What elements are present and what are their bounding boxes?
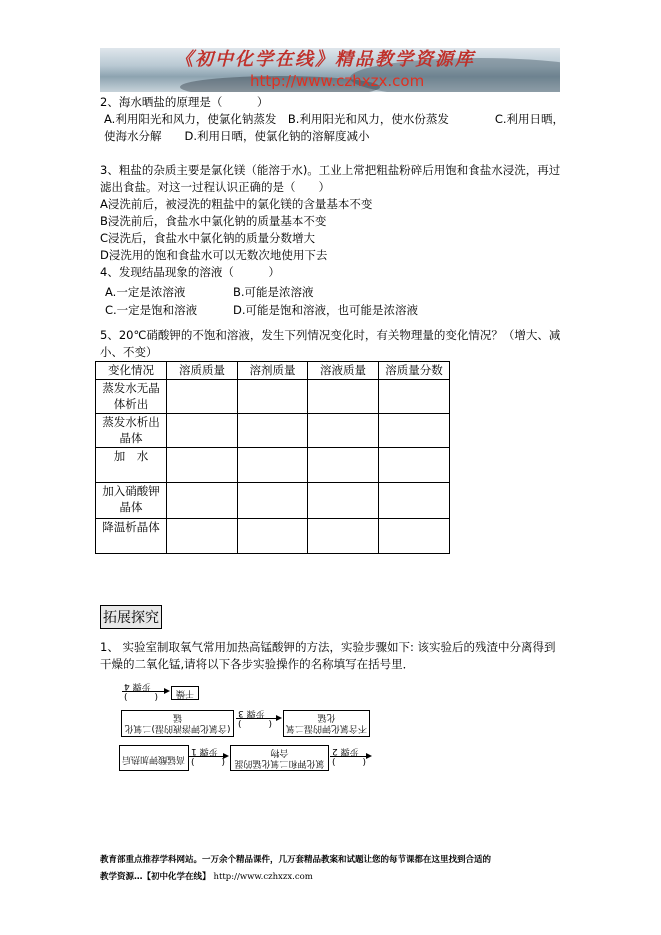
q5-table <box>95 361 450 554</box>
answer-cell[interactable] <box>167 448 238 483</box>
answer-cell[interactable] <box>238 483 308 519</box>
q4-option-c: C.一定是饱和溶液 <box>105 303 198 317</box>
header-cell: 溶液质量 <box>308 362 379 380</box>
answer-cell[interactable] <box>379 380 450 414</box>
answer-blank[interactable]: ( ) <box>124 693 159 703</box>
banner-title: 《初中化学在线》精品教学资源库 <box>175 49 475 70</box>
q3-option-b: B浸洗前后，食盐水中氯化钠的质量基本不变 <box>100 214 327 228</box>
step-label: 步骤 4 <box>124 681 151 691</box>
answer-cell[interactable] <box>308 414 379 448</box>
header-cell: 溶剂质量 <box>238 362 308 380</box>
answer-cell[interactable] <box>308 519 379 554</box>
row-label: 加 水 <box>96 448 167 483</box>
q2-options-1: A.利用阳光和风力，使氯化钠蒸发 B.利用阳光和风力，使水份蒸发 C.利用日晒， <box>104 112 565 126</box>
answer-cell[interactable] <box>238 380 308 414</box>
step-label: 步骤 2 <box>332 746 359 756</box>
answer-cell[interactable] <box>167 483 238 519</box>
header-cell: 溶质量分数 <box>379 362 450 380</box>
ext1-stem-1: 1、 实验室制取氧气常用加热高锰酸钾的方法，实验步骤如下: 该实验后的残渣中分离得到 <box>100 640 556 654</box>
box-start: 高锰酸钾加热后 <box>119 745 189 771</box>
answer-cell[interactable] <box>238 414 308 448</box>
banner-url: http://www.czhxzx.com <box>250 72 425 90</box>
banner <box>100 48 560 92</box>
step1-arrow <box>189 745 229 770</box>
q3-option-d: D浸洗用的饱和食盐水可以无数次地使用下去 <box>100 248 328 262</box>
step3-arrow <box>236 707 282 732</box>
answer-cell[interactable] <box>379 483 450 519</box>
answer-cell[interactable] <box>379 448 450 483</box>
answer-cell[interactable] <box>308 448 379 483</box>
q4-option-d: D.可能是饱和溶液，也可能是浓溶液 <box>233 303 419 317</box>
q5-stem-2: 小、不变） <box>100 345 158 359</box>
q3-option-a: A浸洗前后，被浸洗的粗盐中的氯化镁的含量基本不变 <box>100 197 373 211</box>
q3-stem-1: 3、粗盐的杂质主要是氯化镁（能溶于水)。工业上常把粗盐粉碎后用饱和食盐水浸洗，再过 <box>100 163 561 177</box>
step-label: 步骤 3 <box>238 708 265 718</box>
header-cell: 溶质质量 <box>167 362 238 380</box>
answer-cell[interactable] <box>167 414 238 448</box>
q2-stem: 2、海水晒盐的原理是（ ） <box>100 95 269 109</box>
step2-arrow <box>330 745 372 770</box>
footer-link[interactable]: http://www.czhxzx.com <box>213 872 313 882</box>
answer-cell[interactable] <box>167 380 238 414</box>
arrowhead-icon <box>276 715 282 721</box>
row-label: 降温析晶体 <box>96 519 167 554</box>
q4-option-a: A.一定是浓溶液 <box>105 285 186 299</box>
q4-option-b: B.可能是浓溶液 <box>233 285 314 299</box>
footer-line-2 <box>100 870 313 882</box>
q3-stem-2: 滤出食盐。对这一过程认识正确的是（ ） <box>100 180 330 194</box>
answer-cell[interactable] <box>379 414 450 448</box>
q2-options-2: 使海水分解 D.利用日晒，使氯化钠的溶解度减小 <box>104 129 370 143</box>
box-washed: 不含氯化钾的湿二氧化锰 <box>283 710 370 737</box>
answer-blank[interactable]: ( ) <box>332 758 367 768</box>
answer-cell[interactable] <box>238 519 308 554</box>
arrowhead-icon <box>366 753 372 759</box>
section-heading: 拓展探究 <box>100 605 162 629</box>
answer-cell[interactable] <box>238 448 308 483</box>
q4-stem: 4、发现结晶现象的溶液（ ） <box>100 265 280 279</box>
answer-cell[interactable] <box>308 483 379 519</box>
answer-cell[interactable] <box>167 519 238 554</box>
answer-cell[interactable] <box>308 380 379 414</box>
row-label: 蒸发水析出晶体 <box>96 414 167 448</box>
answer-blank[interactable]: ( ) <box>238 720 273 730</box>
q3-option-c: C浸洗后，食盐水中氯化钠的质量分数增大 <box>100 231 316 245</box>
ext1-stem-2: 干燥的二氧化锰,请将以下各步实验操作的名称填写在括号里． <box>100 657 415 671</box>
row-label: 加入硝酸钾晶体 <box>96 483 167 519</box>
q5-stem-1: 5、20℃硝酸钾的不饱和溶液，发生下列情况变化时，有关物理量的变化情况？（增大、减 <box>100 328 561 342</box>
box-mixture: 氯化钾和二氧化锰的混合物 <box>230 745 329 771</box>
box-wet-mixture: (含氯化钾溶液的湿)二氧化锰 <box>121 710 234 737</box>
answer-blank[interactable]: ( ) <box>191 758 226 768</box>
step-label: 步骤 1 <box>191 746 218 756</box>
footer-text: 教学资源…【初中化学在线】 <box>100 872 211 882</box>
row-label: 蒸发水无晶体析出 <box>96 380 167 414</box>
header-cell: 变化情况 <box>96 362 167 380</box>
box-dry: 干燥 <box>171 686 199 700</box>
arrowhead-icon <box>164 688 170 694</box>
footer-line-1: 教育部重点推荐学科网站。一万余个精品课件，几万套精品教案和试题让您的每节课都在这里找到合适的 <box>100 855 492 865</box>
step4-arrow <box>122 680 170 705</box>
answer-cell[interactable] <box>379 519 450 554</box>
